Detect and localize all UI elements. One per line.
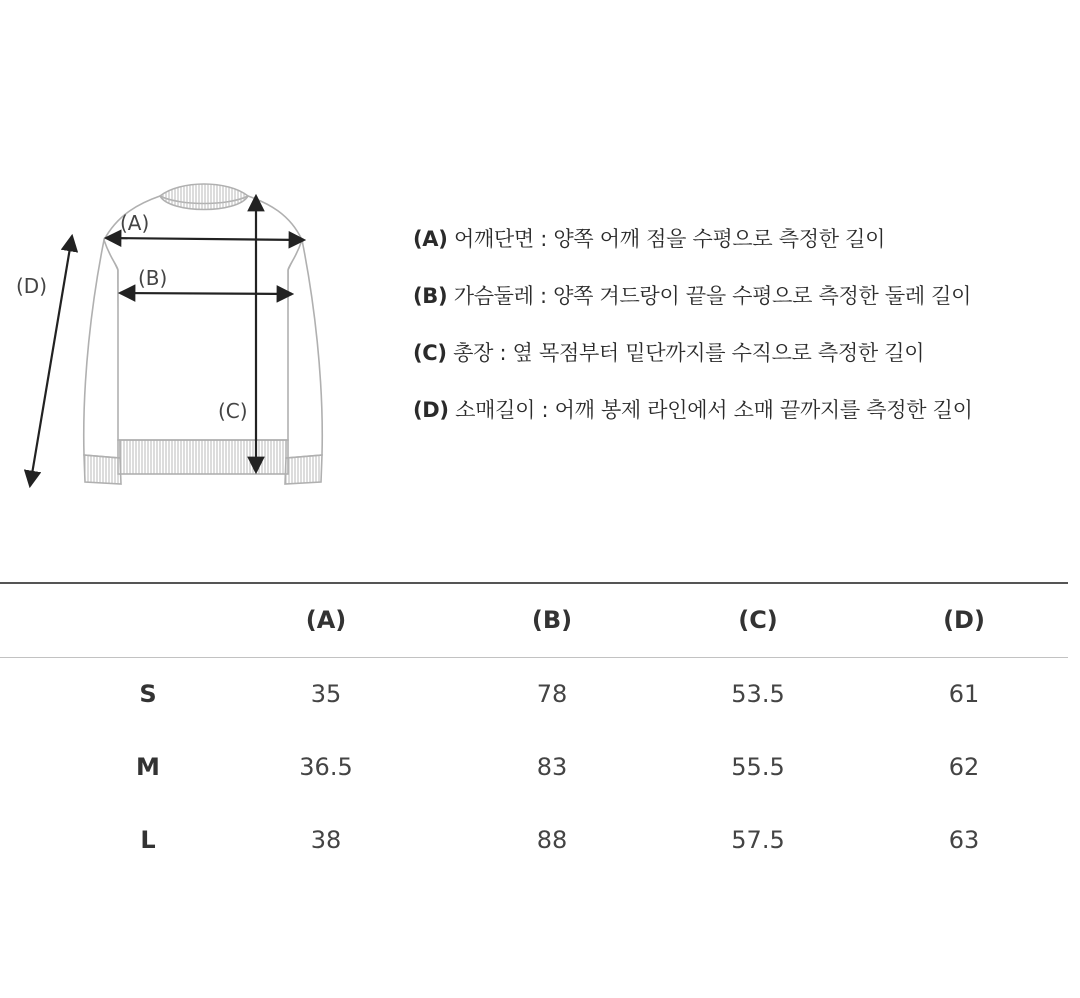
legend-item-c [413, 336, 1080, 393]
legend-text: 어깨단면 : 양쪽 어깨 점을 수평으로 측정한 길이 [453, 227, 886, 251]
hem-rib [118, 440, 288, 474]
table-row-l [0, 804, 1068, 877]
table-cell: 62 [948, 753, 980, 781]
label-c: (C) [218, 399, 248, 423]
legend-key: (A) [413, 227, 448, 251]
table-cell: 36.5 [299, 753, 353, 781]
size-label: M [136, 753, 160, 781]
table-cell: 88 [536, 826, 568, 854]
legend-text: 가슴둘레 : 양쪽 겨드랑이 끝을 수평으로 측정한 둘레 길이 [453, 284, 972, 308]
table-cell: 35 [310, 680, 342, 708]
label-b: (B) [138, 266, 168, 290]
right-sleeve [286, 240, 322, 458]
header-cell-d: (D) [943, 606, 985, 634]
table-cell: 38 [310, 826, 342, 854]
table-cell: 83 [536, 753, 568, 781]
left-sleeve [84, 240, 120, 458]
legend-item-a [413, 222, 1080, 279]
size-label: S [139, 680, 157, 708]
table-cell: 61 [948, 680, 980, 708]
size-label: L [140, 826, 156, 854]
table-cell: 57.5 [731, 826, 785, 854]
header-cell-b: (B) [531, 606, 573, 634]
legend-key: (D) [413, 398, 449, 422]
label-d: (D) [16, 274, 48, 298]
header-cell-a: (A) [305, 606, 347, 634]
table-row-m [0, 731, 1068, 804]
legend-text: 소매길이 : 어깨 봉제 라인에서 소매 끝까지를 측정한 길이 [455, 398, 973, 422]
legend-item-d [413, 393, 1080, 450]
table-row-s [0, 658, 1068, 731]
size-table [0, 582, 1068, 877]
legend-key: (C) [413, 341, 447, 365]
measurement-legend [413, 222, 1080, 450]
legend-text: 총장 : 옆 목점부터 밑단까지를 수직으로 측정한 길이 [453, 341, 925, 365]
header-cell-c: (C) [738, 606, 778, 634]
right-cuff-rib [285, 455, 322, 484]
left-cuff-rib [84, 455, 121, 484]
legend-item-b [413, 279, 1080, 336]
table-cell: 78 [536, 680, 568, 708]
table-header-row [0, 584, 1068, 657]
sweatshirt-measurement-diagram [0, 170, 360, 500]
arrow-b [120, 293, 292, 294]
collar-rib [160, 184, 248, 210]
table-cell: 53.5 [731, 680, 785, 708]
table-cell: 55.5 [731, 753, 785, 781]
label-a: (A) [120, 211, 150, 235]
legend-key: (B) [413, 284, 448, 308]
table-cell: 63 [948, 826, 980, 854]
